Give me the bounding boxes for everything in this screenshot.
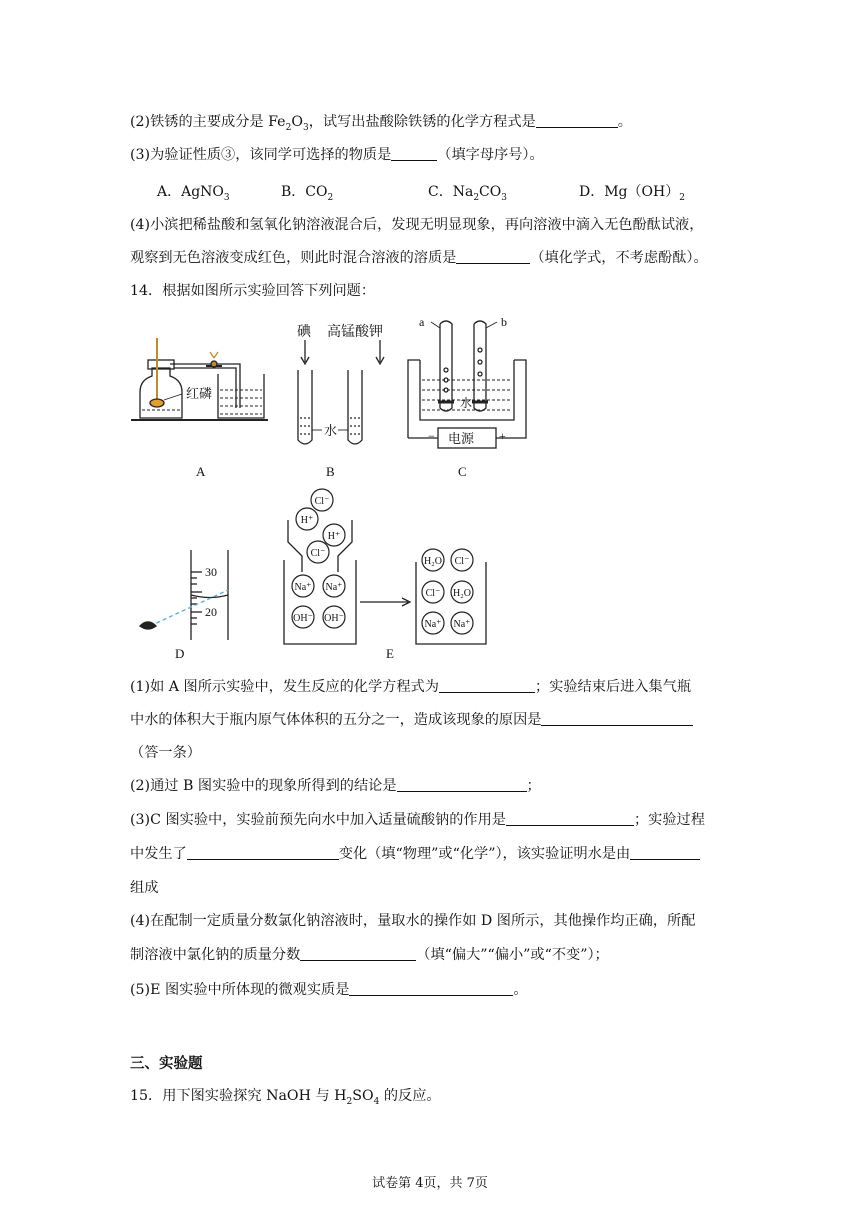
answer-blank[interactable]: [300, 946, 416, 961]
red-phosphorus-label: 红磷: [186, 386, 213, 401]
answer-blank[interactable]: [439, 678, 535, 693]
right-ion-label: H₂O: [424, 556, 442, 567]
iodine-label: 碘: [297, 325, 311, 340]
answer-blank[interactable]: [349, 981, 513, 996]
tube-b-label: b: [501, 315, 507, 329]
option-b: B．$CO_2$: [281, 184, 334, 203]
right-ion-label: Cl⁻: [425, 588, 441, 599]
figure-c-label: C: [458, 464, 467, 479]
right-ion-label: Na⁺: [453, 619, 471, 630]
answer-blank[interactable]: [541, 711, 693, 726]
left-ion-label: H⁺: [300, 515, 314, 526]
water-label-b: 水: [324, 423, 338, 438]
option-c: C．$Na_2CO_3$: [428, 184, 507, 203]
figure-d-label: D: [175, 646, 185, 661]
q14-part5: (5)E 图实验中所体现的微观实质是 。: [130, 982, 528, 998]
tick-30-label: 30: [205, 565, 217, 579]
tube-a-label: a: [419, 315, 425, 329]
q14-part1-line1: (1)如 A 图所示实验中，发生反应的化学方程式为 ；实验结束后进入集气瓶: [130, 679, 692, 695]
right-ion-label: Na⁺: [424, 619, 442, 630]
permanganate-label: 高锰酸钾: [327, 325, 383, 340]
answer-blank[interactable]: [506, 811, 634, 826]
q13-part3: (3)为验证性质③，该同学可选择的物质是 （填字母序号）。: [130, 147, 544, 163]
experiment-figure: [0, 310, 860, 670]
water-label-c: 水: [460, 396, 473, 410]
option-a: A．AgNO$_3$: [157, 184, 230, 203]
q13-part4-line1: (4)小滨把稀盐酸和氢氧化钠溶液混合后，发现无明显现象，再向溶液中滴入无色酚酞试液，: [130, 217, 704, 233]
q14-part4-line2: 制溶液中氯化钠的质量分数 （填“偏大”“偏小”或“不变”）；: [130, 947, 609, 963]
q13-part4-line2: 观察到无色溶液变成红色，则此时混合溶液的溶质是 （填化学式，不考虑酚酞）。: [130, 250, 708, 266]
right-ion-label: Cl⁻: [454, 556, 470, 567]
left-ion-label: OH⁻: [324, 613, 344, 624]
answer-blank[interactable]: [397, 777, 527, 792]
option-d: D．$Mg(OH)_2$: [579, 184, 685, 203]
figure-b-label: B: [326, 464, 335, 479]
ion-layer: [292, 489, 473, 634]
q14-part1-line3: （答一条）: [130, 745, 201, 761]
figure-c: [408, 321, 526, 448]
left-ion-label: Cl⁻: [314, 496, 330, 507]
answer-blank[interactable]: [536, 113, 618, 128]
answer-blank[interactable]: [630, 845, 700, 860]
figure-d: [140, 550, 228, 640]
left-ion-label: OH⁻: [293, 613, 313, 624]
q13-part2: (2)铁锈的主要成分是 $Fe_2O_3$，试写出盐酸除铁锈的化学方程式是 。: [130, 114, 632, 133]
answer-blank[interactable]: [391, 146, 437, 161]
q14-part1-line2: 中水的体积大于瓶内原气体体积的五分之一，造成该现象的原因是: [130, 710, 693, 730]
page-footer: 试卷第 4页，共 7页: [372, 1176, 488, 1191]
left-ion-label: Cl⁻: [310, 548, 326, 559]
q14-part3-line3: 组成: [130, 880, 159, 896]
figure-a: [131, 338, 268, 420]
answer-blank[interactable]: [187, 845, 339, 860]
left-ion-label: Na⁺: [325, 582, 343, 593]
answer-blank[interactable]: [456, 249, 530, 264]
figure-b: [298, 340, 384, 444]
section-title: 三、实验题: [130, 1056, 203, 1072]
q14-part3-line2: 中发生了 变化（填“物理”或“化学”），该实验证明水是由: [130, 844, 700, 864]
q14-title: 14．根据如图所示实验回答下列问题：: [130, 283, 376, 299]
figure-a-label: A: [196, 464, 206, 479]
left-ion-label: H⁺: [327, 531, 341, 542]
tick-20-label: 20: [205, 605, 217, 619]
figure-e-label: E: [386, 646, 394, 661]
minus-label: −: [428, 429, 435, 443]
right-ion-label: H₂O: [453, 588, 471, 599]
q14-part4-line1: (4)在配制一定质量分数氯化钠溶液时，量取水的操作如 D 图所示，其他操作均正确，所配: [130, 913, 696, 929]
q14-part3-line1: (3)C 图实验中，实验前预先向水中加入适量硫酸钠的作用是 ；实验过程: [130, 812, 705, 828]
plus-label: +: [499, 429, 506, 443]
power-supply-label: 电源: [448, 431, 475, 446]
left-ion-label: Na⁺: [294, 582, 312, 593]
q15-stem: 15．用下图实验探究 NaOH 与 $H_2SO_4$ 的反应。: [130, 1088, 441, 1107]
q14-part2: (2)通过 B 图实验中的现象所得到的结论是 ；: [130, 778, 541, 794]
